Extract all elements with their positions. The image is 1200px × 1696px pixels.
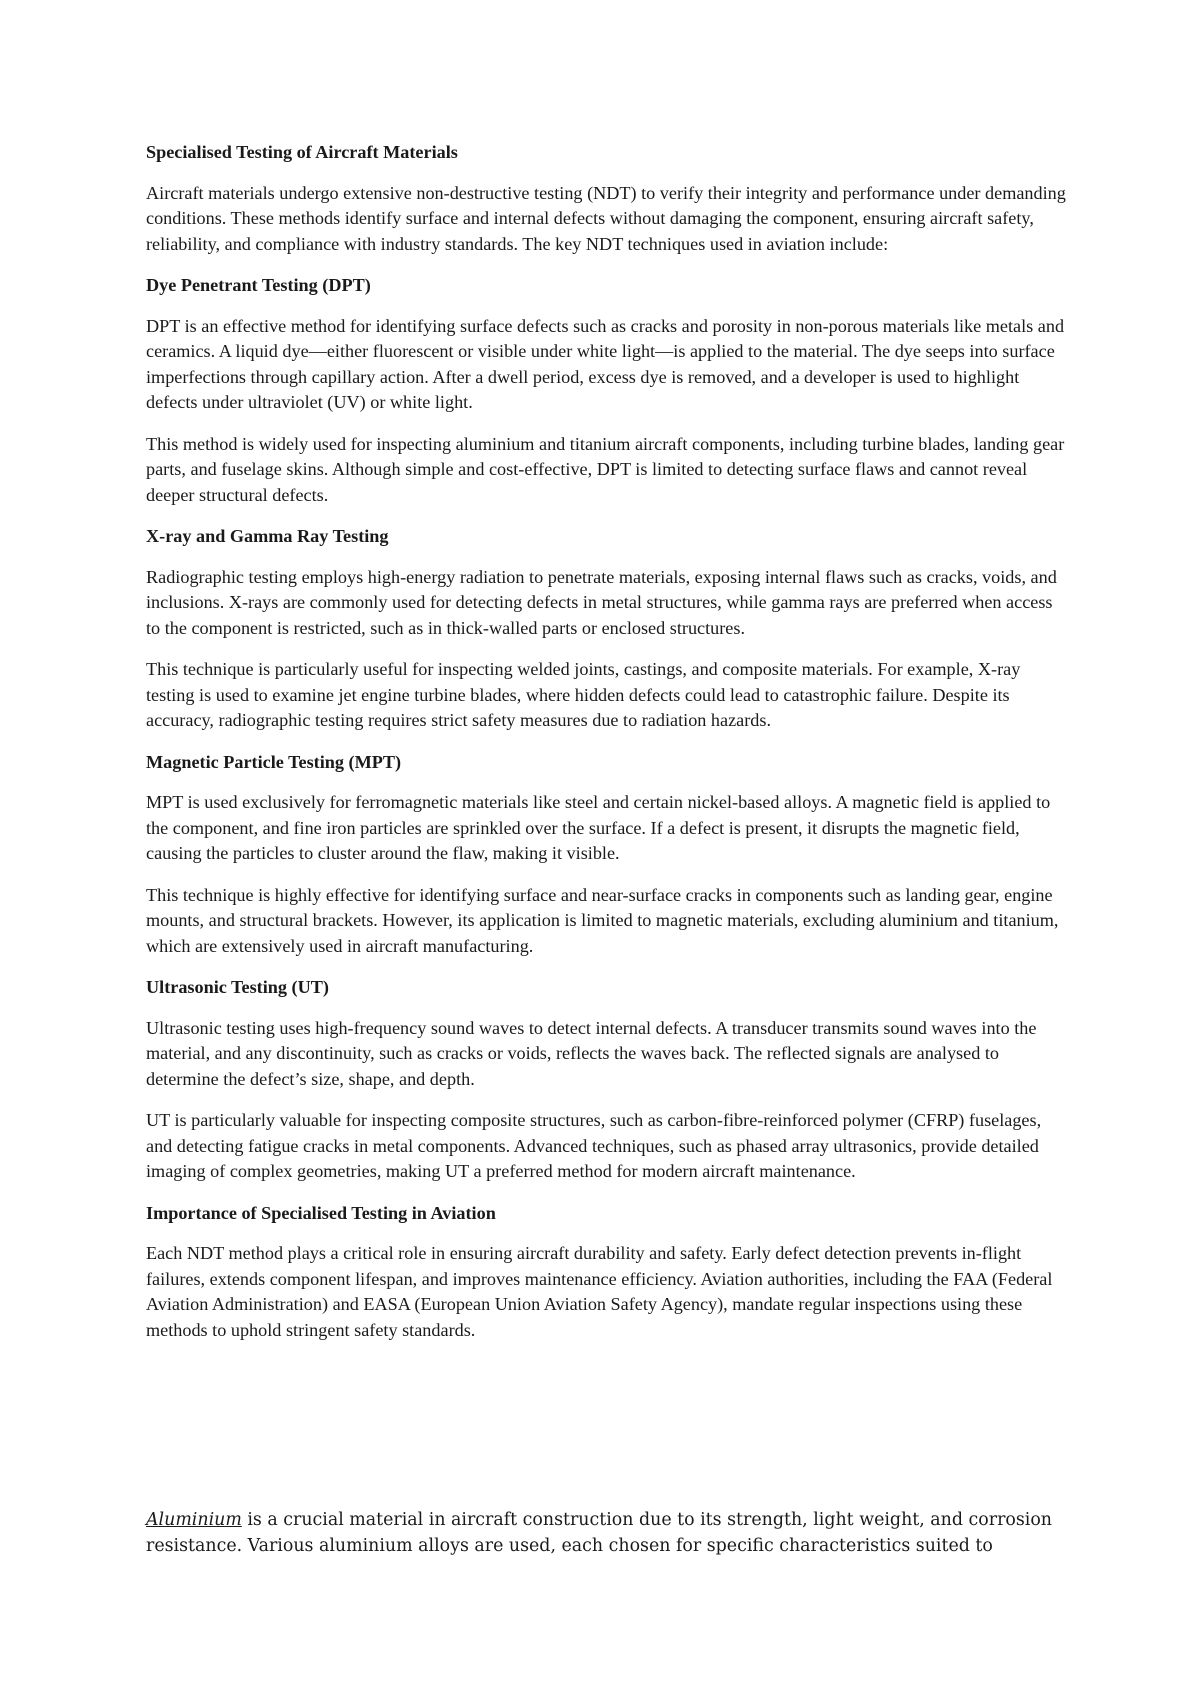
section-heading: Dye Penetrant Testing (DPT) — [146, 275, 371, 295]
document-title: Specialised Testing of Aircraft Materials — [146, 142, 458, 162]
section-paragraph: Each NDT method plays a critical role in ensuring aircraft durability and safety. Early defect detection prevents in-flight failures, extends component lifespan, and improves maintenance efficiency. Aviation authorities, including the FAA (Federal Aviation Administration) and EASA (European Union Aviation Safety Agency), mandate regular inspections using these methods to uphold stringent safety standards. — [146, 1243, 1053, 1340]
section-paragraph: MPT is used exclusively for ferromagnetic materials like steel and certain nickel-based alloys. A magnetic field is applied to the component, and fine iron particles are sprinkled over the surface. If a defect is present, it disrupts the magnetic field, causing the particles to cluster around the flaw, making it visible. — [146, 792, 1051, 863]
section-paragraph: This technique is particularly useful for inspecting welded joints, castings, and composite materials. For example, X-ray testing is used to examine jet engine turbine blades, where hidden defects could lead to catastrophic failure. Despite its accuracy, radiographic testing requires strict safety measures due to radiation hazards. — [146, 659, 1021, 730]
intro-paragraph: Aircraft materials undergo extensive non-destructive testing (NDT) to verify their integrity and performance under demanding conditions. These methods identify surface and internal defects without damaging the component, ensuring aircraft safety, reliability, and compliance with industry standards. The key NDT techniques used in aviation include: — [146, 182, 1066, 254]
section-importance — [146, 1201, 1066, 1344]
aluminium-link[interactable]: Aluminium — [146, 1510, 242, 1530]
aluminium-paragraph — [146, 1508, 1066, 1559]
section-heading: Importance of Specialised Testing in Aviation — [146, 1202, 496, 1223]
section-mpt — [146, 750, 1066, 960]
aluminium-paragraph-text: is a crucial material in aircraft construction due to its strength, light weight, and corrosion resistance. Various aluminium alloys are used, each chosen for specific characteristics suited to — [146, 1510, 1053, 1556]
document-body — [146, 140, 1066, 1359]
section-paragraph: This method is widely used for inspecting aluminium and titanium aircraft components, including turbine blades, landing gear parts, and fuselage skins. Although simple and cost-effective, DPT is limited to detecting surface flaws and cannot reveal deeper structural defects. — [146, 433, 1065, 505]
section-ut — [146, 975, 1066, 1185]
section-heading: X-ray and Gamma Ray Testing — [146, 526, 389, 546]
section-paragraph: Radiographic testing employs high-energy radiation to penetrate materials, exposing internal flaws such as cracks, voids, and inclusions. X-rays are commonly used for detecting defects in metal structures, while gamma rays are preferred when access to the component is restricted, such as in thick-walled parts or enclosed structures. — [146, 566, 1057, 638]
section-paragraph: UT is particularly valuable for inspecting composite structures, such as carbon-fibre-reinforced polymer (CFRP) fuselages, and detecting fatigue cracks in metal components. Advanced techniques, such as phased array ultrasonics, provide detailed imaging of complex geometries, making UT a preferred method for modern aircraft maintenance. — [146, 1110, 1042, 1181]
section-paragraph: Ultrasonic testing uses high-frequency sound waves to detect internal defects. A transducer transmits sound waves into the material, and any discontinuity, such as cracks or voids, reflects the waves back. The reflected signals are analysed to determine the defect’s size, shape, and depth. — [146, 1017, 1037, 1089]
section-heading: Magnetic Particle Testing (MPT) — [146, 751, 402, 772]
section-paragraph: DPT is an effective method for identifying surface defects such as cracks and porosity in non-porous materials like metals and ceramics. A liquid dye—either fluorescent or visible under white light—is applied to the material. The dye seeps into surface imperfections through capillary action. After a dwell period, excess dye is removed, and a developer is used to highlight defects under ultraviolet (UV) or white light. — [146, 315, 1065, 412]
section-heading: Ultrasonic Testing (UT) — [146, 977, 329, 997]
section-paragraph: This technique is highly effective for identifying surface and near-surface cracks in components such as landing gear, engine mounts, and structural brackets. However, its application is limited to magnetic materials, excluding aluminium and titanium, which are extensively used in aircraft manufacturing. — [146, 884, 1059, 956]
section-dpt — [146, 273, 1066, 508]
section-xray-gamma — [146, 524, 1066, 734]
